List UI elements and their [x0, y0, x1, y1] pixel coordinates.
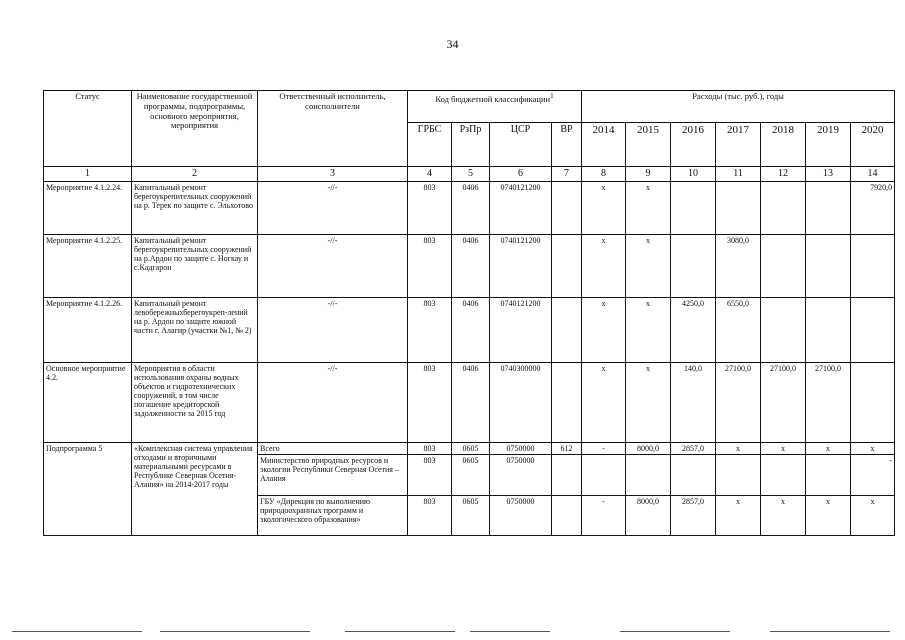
row-2017: 3080,0	[716, 234, 761, 297]
row-2016	[671, 454, 716, 495]
row-csr: 0740121200	[490, 181, 552, 234]
column-number: 4	[408, 167, 452, 182]
row-2019: 27100,0	[806, 362, 851, 442]
row-status: Основное мероприятие 4.2.	[44, 362, 132, 442]
row-vr	[552, 297, 582, 362]
row-2016: 140,0	[671, 362, 716, 442]
row-2014: х	[582, 297, 626, 362]
row-2018: 27100,0	[761, 362, 806, 442]
header-year: 2016	[671, 123, 716, 167]
row-2014: -	[582, 442, 626, 454]
row-name: Капитальный ремонт берегоукрепительных сооружений на р. Терек по защите с. Эльхотово	[132, 181, 258, 234]
row-2015: 8000,0	[626, 495, 671, 535]
row-2018: х	[761, 495, 806, 535]
row-2019: х	[806, 442, 851, 454]
row-2017	[716, 181, 761, 234]
row-2018	[761, 181, 806, 234]
row-vr	[552, 181, 582, 234]
column-number: 1	[44, 167, 132, 182]
row-csr: 0740300000	[490, 362, 552, 442]
column-number: 14	[851, 167, 895, 182]
row-2014: х	[582, 362, 626, 442]
header-status: Статус	[44, 91, 132, 167]
table-row	[44, 297, 895, 362]
header-vr: ВР	[552, 123, 582, 167]
row-2020	[851, 297, 895, 362]
header-year: 2019	[806, 123, 851, 167]
table-row	[44, 442, 895, 454]
row-2014: х	[582, 234, 626, 297]
header-year: 2014	[582, 123, 626, 167]
scan-rule	[345, 631, 455, 632]
row-status: Подпрограмма 5	[44, 442, 132, 535]
row-status: Мероприятие 4.1.2.25.	[44, 234, 132, 297]
row-rzpr: 0406	[452, 362, 490, 442]
row-2015: х	[626, 362, 671, 442]
row-rzpr: 0406	[452, 234, 490, 297]
header-budget-code	[408, 91, 582, 123]
row-name: Капитальный ремонт берегоукрепительных сооружений на р.Ардон по защите с. Ногкау и с.Кадгарон	[132, 234, 258, 297]
row-csr: 0740121200	[490, 297, 552, 362]
row-2016: 2857,0	[671, 442, 716, 454]
row-2017: 27100,0	[716, 362, 761, 442]
row-2019	[806, 297, 851, 362]
budget-table	[43, 90, 895, 536]
row-vr	[552, 495, 582, 535]
scan-rule	[12, 631, 142, 632]
table-row	[44, 362, 895, 442]
header-executor: Ответственный исполнитель, соисполнители	[258, 91, 408, 167]
row-rzpr: 0406	[452, 181, 490, 234]
row-executor: ГБУ «Дирекция по выполнению природоохранных программ и экологического образования»	[258, 495, 408, 535]
row-grbs: 803	[408, 234, 452, 297]
row-rzpr: 0605	[452, 442, 490, 454]
row-grbs: 803	[408, 495, 452, 535]
row-2017: х	[716, 442, 761, 454]
row-rzpr: 0605	[452, 454, 490, 495]
scan-rule	[620, 631, 730, 632]
row-2017: 6550,0	[716, 297, 761, 362]
row-grbs: 803	[408, 181, 452, 234]
row-executor: -//-	[258, 362, 408, 442]
column-number: 8	[582, 167, 626, 182]
row-2019	[806, 454, 851, 495]
row-grbs: 803	[408, 442, 452, 454]
row-2018	[761, 297, 806, 362]
scan-rule	[470, 631, 550, 632]
column-number: 11	[716, 167, 761, 182]
row-2020: -	[851, 454, 895, 495]
column-number: 5	[452, 167, 490, 182]
row-executor: -//-	[258, 234, 408, 297]
row-2016: 2857,0	[671, 495, 716, 535]
row-executor: Министерство природных ресурсов и экологии Республики Северная Осетия – Алания	[258, 454, 408, 495]
scan-rule	[770, 631, 890, 632]
row-csr: 0740121200	[490, 234, 552, 297]
row-2018	[761, 234, 806, 297]
row-2017: х	[716, 495, 761, 535]
header-expenses: Расходы (тыс. руб.), годы	[582, 91, 895, 123]
scan-rule	[160, 631, 310, 632]
row-csr: 0750000	[490, 454, 552, 495]
row-2020: х	[851, 495, 895, 535]
row-2018: х	[761, 442, 806, 454]
row-2014: -	[582, 495, 626, 535]
row-name: «Комплексная система управления отходами и вторичными материальными ресурсами в Республике Северная Осетия-Алания» на 2014-2017 годы	[132, 442, 258, 535]
header-year: 2020	[851, 123, 895, 167]
row-vr: 612	[552, 442, 582, 454]
row-2017	[716, 454, 761, 495]
row-grbs: 803	[408, 362, 452, 442]
header-grbs: ГРБС	[408, 123, 452, 167]
header-year: 2017	[716, 123, 761, 167]
row-2020: х	[851, 442, 895, 454]
row-rzpr: 0406	[452, 297, 490, 362]
row-vr	[552, 454, 582, 495]
column-number: 10	[671, 167, 716, 182]
column-number: 3	[258, 167, 408, 182]
header-year: 2015	[626, 123, 671, 167]
column-number: 2	[132, 167, 258, 182]
column-number: 12	[761, 167, 806, 182]
row-status: Мероприятие 4.1.2.24.	[44, 181, 132, 234]
column-number: 7	[552, 167, 582, 182]
row-2018	[761, 454, 806, 495]
header-rzpr: РзПр	[452, 123, 490, 167]
row-csr: 0750000	[490, 495, 552, 535]
row-2014	[582, 454, 626, 495]
row-executor: Всего	[258, 442, 408, 454]
table-row	[44, 234, 895, 297]
row-grbs: 803	[408, 454, 452, 495]
row-grbs: 803	[408, 297, 452, 362]
row-2015: х	[626, 181, 671, 234]
header-budget-code-text: Код бюджетной классификации	[435, 93, 551, 104]
row-2014: х	[582, 181, 626, 234]
row-status: Мероприятие 4.1.2.26.	[44, 297, 132, 362]
row-name: Мероприятия в области использования охраны водных объектов и гидротехнических сооружений, в том числе погашение кредиторской задолженности за 2015 год	[132, 362, 258, 442]
header-csr: ЦСР	[490, 123, 552, 167]
row-vr	[552, 362, 582, 442]
row-2020	[851, 234, 895, 297]
row-2016	[671, 234, 716, 297]
row-csr: 0750000	[490, 442, 552, 454]
column-number: 6	[490, 167, 552, 182]
row-2015: х	[626, 234, 671, 297]
row-2016	[671, 181, 716, 234]
row-executor: -//-	[258, 297, 408, 362]
table-row	[44, 181, 895, 234]
row-vr	[552, 234, 582, 297]
row-2015	[626, 454, 671, 495]
row-2016: 4250,0	[671, 297, 716, 362]
row-name: Капитальный ремонт левобережныхберегоукреп-лений на р. Ардон по защите южной части г. Алагир (участки №1, № 2)	[132, 297, 258, 362]
row-2019: х	[806, 495, 851, 535]
page-number: 34	[446, 37, 459, 51]
row-2019	[806, 181, 851, 234]
row-2019	[806, 234, 851, 297]
row-2020	[851, 362, 895, 442]
row-2015: х	[626, 297, 671, 362]
row-rzpr: 0605	[452, 495, 490, 535]
column-number: 13	[806, 167, 851, 182]
column-number: 9	[626, 167, 671, 182]
row-executor: -//-	[258, 181, 408, 234]
header-budget-code-footnote: 1	[550, 92, 554, 100]
header-name: Наименование государственной программы, подпрограммы, основного мероприятия, мероприятия	[132, 91, 258, 167]
row-2020: 7920,0	[851, 181, 895, 234]
header-year: 2018	[761, 123, 806, 167]
row-2015: 8000,0	[626, 442, 671, 454]
